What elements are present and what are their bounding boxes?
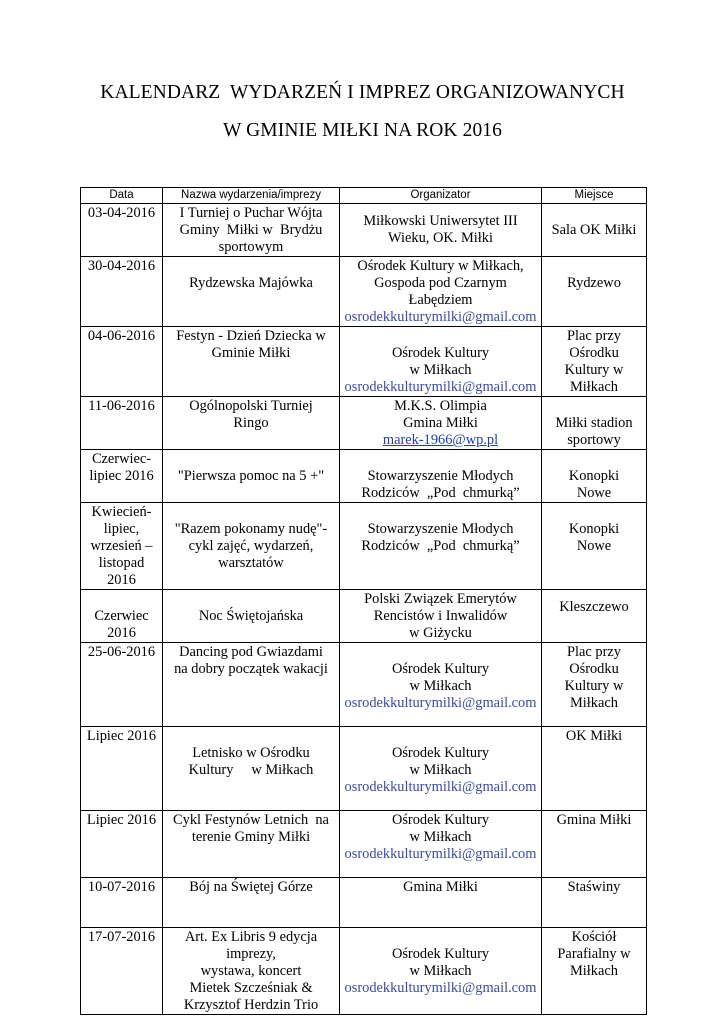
- cell-organizer-line: Łabędziem: [408, 292, 473, 308]
- cell-date-line: 2016: [107, 625, 136, 641]
- cell-date-line: 11-06-2016: [88, 398, 155, 414]
- cell-place-line: Konopki: [568, 521, 620, 537]
- cell-place-line: Kościół: [571, 929, 617, 945]
- cell-event-name: [163, 327, 340, 397]
- cell-organizer-line: Rencistów i Inwalidów: [373, 608, 508, 624]
- cell-date: [81, 257, 163, 327]
- cell-date: [81, 503, 163, 590]
- cell-place-line: OK Miłki: [565, 728, 623, 744]
- cell-organizer: [340, 590, 542, 643]
- cell-organizer-line: M.K.S. Olimpia: [394, 398, 487, 414]
- organizer-email[interactable]: osrodekkulturymilki@gmail.com: [344, 379, 537, 395]
- cell-event-name: [163, 878, 340, 928]
- cell-organizer: [340, 397, 542, 450]
- table-row: [81, 204, 647, 257]
- cell-place: [542, 878, 647, 928]
- cell-organizer-line: Miłkowski Uniwersytet III: [363, 213, 518, 229]
- cell-date-line: lipiec 2016: [89, 468, 154, 484]
- cell-place: [542, 327, 647, 397]
- cell-date: [81, 450, 163, 503]
- cell-date: [81, 590, 163, 643]
- cell-place: [542, 397, 647, 450]
- cell-date-line: 17-07-2016: [87, 929, 156, 945]
- cell-date-line: listopad: [98, 555, 145, 571]
- cell-date: [81, 811, 163, 878]
- cell-place-line: Ośrodku: [569, 345, 619, 361]
- cell-organizer-line: w Miłkach: [409, 362, 472, 378]
- organizer-email[interactable]: osrodekkulturymilki@gmail.com: [344, 980, 537, 996]
- table-row: [81, 450, 647, 503]
- cell-place-line: Gmina Miłki: [556, 812, 632, 828]
- cell-organizer-line: Ośrodek Kultury w Miłkach,: [357, 258, 524, 274]
- cell-organizer: [340, 643, 542, 727]
- header-place: Miejsce: [542, 188, 647, 204]
- cell-organizer-line: w Miłkach: [409, 762, 472, 778]
- cell-organizer-line: Ośrodek Kultury: [391, 661, 490, 677]
- table-row: [81, 727, 647, 811]
- cell-event-name-line: Art. Ex Libris 9 edycja: [184, 929, 318, 945]
- cell-organizer: [340, 811, 542, 878]
- cell-organizer-line: w Giżycku: [409, 625, 472, 641]
- cell-organizer-line: Ośrodek Kultury: [391, 345, 490, 361]
- cell-organizer-line: Ośrodek Kultury: [391, 812, 490, 828]
- cell-place-line: Plac przy: [567, 644, 621, 660]
- table-row: [81, 643, 647, 727]
- table-row: [81, 503, 647, 590]
- cell-organizer-line: Ośrodek Kultury: [391, 946, 490, 962]
- cell-organizer-line: Gmina Miłki: [403, 415, 478, 431]
- cell-organizer-line: Stowarzyszenie Młodych: [367, 468, 514, 484]
- cell-event-name-line: Gminy Miłki w Brydżu: [179, 222, 323, 238]
- table-row: [81, 257, 647, 327]
- table-row: [81, 811, 647, 878]
- cell-event-name-line: Ogólnopolski Turniej: [189, 398, 313, 414]
- cell-place: [542, 727, 647, 811]
- cell-place-line: Parafialny w: [557, 946, 631, 962]
- cell-organizer: [340, 204, 542, 257]
- cell-event-name-line: I Turniej o Puchar Wójta: [179, 205, 323, 221]
- cell-event-name: [163, 503, 340, 590]
- cell-event-name: [163, 643, 340, 727]
- cell-place-line: Kultury w: [564, 362, 624, 378]
- cell-place-line: Miłkach: [570, 963, 618, 979]
- cell-event-name-line: Krzysztof Herdzin Trio: [183, 997, 319, 1013]
- cell-event-name: [163, 204, 340, 257]
- table-row: [81, 590, 647, 643]
- document-title-line1: KALENDARZ WYDARZEŃ I IMPREZ ORGANIZOWANYCH: [100, 82, 625, 103]
- cell-place: [542, 643, 647, 727]
- cell-event-name-line: Bój na Świętej Górze: [189, 879, 313, 895]
- cell-place: [542, 503, 647, 590]
- header-date: Data: [81, 188, 163, 204]
- cell-event-name-line: Festyn - Dzień Dziecka w: [176, 328, 326, 344]
- cell-organizer-line: Rodziców „Pod chmurką”: [361, 538, 520, 554]
- cell-date: [81, 727, 163, 811]
- cell-organizer-line: Polski Związek Emerytów: [364, 591, 517, 607]
- cell-organizer-line: Rodziców „Pod chmurką”: [361, 485, 520, 501]
- cell-date-line: 04-06-2016: [87, 328, 156, 344]
- cell-date-line: wrzesień –: [90, 538, 153, 554]
- cell-place-line: Plac przy: [567, 328, 621, 344]
- cell-organizer-line: Ośrodek Kultury: [391, 745, 490, 761]
- cell-event-name-line: Ringo: [233, 415, 269, 431]
- cell-date: [81, 204, 163, 257]
- document-title-line2: W GMINIE MIŁKI NA ROK 2016: [222, 120, 502, 141]
- cell-event-name-line: Cykl Festynów Letnich na: [173, 812, 329, 828]
- cell-place-line: sportowy: [567, 432, 621, 448]
- cell-place-line: Miłkach: [570, 695, 618, 711]
- table-row: [81, 878, 647, 928]
- cell-date-line: 2016: [107, 572, 136, 588]
- cell-event-name: [163, 811, 340, 878]
- cell-event-name-line: Mietek Szcześniak &: [189, 980, 313, 996]
- header-organizer: Organizator: [340, 188, 542, 204]
- cell-event-name-line: Kultury w Miłkach: [188, 762, 314, 778]
- cell-event-name-line: sportowym: [218, 239, 284, 255]
- cell-date: [81, 643, 163, 727]
- cell-place: [542, 450, 647, 503]
- cell-date-line: 25-06-2016: [87, 644, 156, 660]
- cell-date: [81, 878, 163, 928]
- cell-event-name-line: warsztatów: [218, 555, 284, 571]
- cell-event-name-line: imprezy,: [226, 946, 276, 962]
- events-table: [80, 187, 647, 1015]
- cell-date-line: Czerwiec-: [91, 451, 152, 467]
- cell-event-name-line: na dobry początek wakacji: [174, 661, 328, 677]
- cell-place-line: Ośrodku: [569, 661, 619, 677]
- cell-place-line: Rydzewo: [567, 275, 621, 291]
- cell-event-name-line: "Pierwsza pomoc na 5 +": [177, 468, 325, 484]
- cell-date-line: 10-07-2016: [87, 879, 156, 895]
- cell-event-name-line: terenie Gminy Miłki: [191, 829, 311, 845]
- cell-place-line: Kleszczewo: [559, 599, 629, 615]
- organizer-email[interactable]: osrodekkulturymilki@gmail.com: [344, 846, 537, 862]
- cell-date: [81, 327, 163, 397]
- organizer-email[interactable]: osrodekkulturymilki@gmail.com: [344, 779, 537, 795]
- cell-place-line: Kultury w: [564, 678, 624, 694]
- cell-place-line: Staświny: [567, 879, 621, 895]
- cell-place-line: Miłkach: [570, 379, 618, 395]
- table-row: [81, 397, 647, 450]
- cell-place-line: Nowe: [576, 485, 612, 501]
- header-event-name: Nazwa wydarzenia/imprezy: [163, 188, 340, 204]
- cell-event-name-line: Letnisko w Ośrodku: [192, 745, 310, 761]
- cell-date-line: 03-04-2016: [87, 205, 156, 221]
- cell-place: [542, 590, 647, 643]
- cell-organizer: [340, 257, 542, 327]
- organizer-email[interactable]: osrodekkulturymilki@gmail.com: [344, 309, 537, 325]
- cell-event-name: [163, 397, 340, 450]
- cell-organizer: [340, 727, 542, 811]
- cell-date-line: Lipiec 2016: [86, 728, 157, 744]
- cell-place: [542, 257, 647, 327]
- cell-organizer-line: w Miłkach: [409, 963, 472, 979]
- organizer-email[interactable]: osrodekkulturymilki@gmail.com: [344, 695, 537, 711]
- cell-date-line: Kwiecień-: [91, 504, 152, 520]
- cell-organizer-line: Stowarzyszenie Młodych: [367, 521, 514, 537]
- cell-place-line: Nowe: [576, 538, 612, 554]
- table-row: [81, 327, 647, 397]
- cell-place-line: Sala OK Miłki: [551, 222, 637, 238]
- cell-place: [542, 928, 647, 1015]
- table-row: [81, 928, 647, 1015]
- cell-place-line: Miłki stadion: [555, 415, 633, 431]
- cell-organizer: [340, 450, 542, 503]
- cell-event-name: [163, 590, 340, 643]
- cell-place-line: Konopki: [568, 468, 620, 484]
- cell-organizer-line: Gmina Miłki: [403, 879, 478, 895]
- cell-event-name-line: Dancing pod Gwiazdami: [179, 644, 323, 660]
- cell-event-name: [163, 450, 340, 503]
- cell-organizer: [340, 327, 542, 397]
- organizer-email-link[interactable]: marek-1966@wp.pl: [382, 432, 499, 448]
- cell-date-line: Lipiec 2016: [86, 812, 157, 828]
- cell-organizer: [340, 928, 542, 1015]
- cell-organizer-line: w Miłkach: [409, 678, 472, 694]
- cell-event-name-line: wystawa, koncert: [200, 963, 302, 979]
- cell-event-name: [163, 257, 340, 327]
- cell-date-line: lipiec,: [103, 521, 140, 537]
- table-header-row: [81, 188, 647, 204]
- cell-organizer: [340, 878, 542, 928]
- cell-place: [542, 204, 647, 257]
- cell-date-line: Czerwiec: [94, 608, 149, 624]
- cell-date: [81, 397, 163, 450]
- cell-event-name: [163, 928, 340, 1015]
- cell-organizer-line: Wieku, OK. Miłki: [388, 230, 493, 246]
- cell-event-name: [163, 727, 340, 811]
- cell-organizer-line: Gospoda pod Czarnym: [374, 275, 507, 291]
- cell-place: [542, 811, 647, 878]
- cell-event-name-line: "Razem pokonamy nudę"-: [174, 521, 328, 537]
- cell-organizer-line: w Miłkach: [409, 829, 472, 845]
- cell-event-name-line: Gminie Miłki: [211, 345, 291, 361]
- cell-event-name-line: cykl zajęć, wydarzeń,: [188, 538, 314, 554]
- cell-date-line: 30-04-2016: [87, 258, 156, 274]
- cell-event-name-line: Rydzewska Majówka: [189, 275, 313, 291]
- cell-organizer: [340, 503, 542, 590]
- cell-event-name-line: Noc Świętojańska: [198, 608, 304, 624]
- cell-date: [81, 928, 163, 1015]
